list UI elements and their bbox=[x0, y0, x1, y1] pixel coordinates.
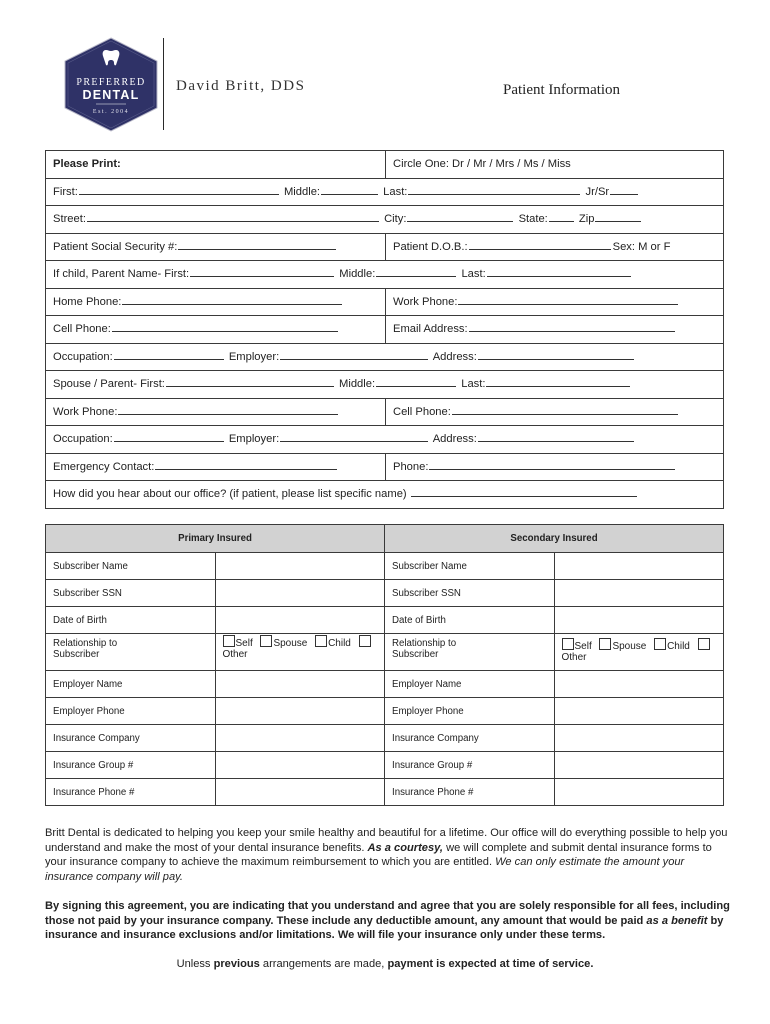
table-row bbox=[46, 426, 724, 454]
table-row bbox=[46, 779, 724, 806]
primary-employer-phone-input[interactable] bbox=[215, 698, 385, 725]
subscriber-ssn-label: Subscriber SSN bbox=[385, 580, 555, 607]
primary-insurance-phone-input[interactable] bbox=[215, 779, 385, 806]
table-row bbox=[46, 580, 724, 607]
table-row bbox=[46, 371, 724, 399]
email-field[interactable]: Email Address: bbox=[386, 316, 724, 344]
table-row bbox=[46, 453, 724, 481]
table-row bbox=[46, 671, 724, 698]
table-row bbox=[46, 261, 724, 289]
secondary-employer-phone-input[interactable] bbox=[554, 698, 724, 725]
secondary-insurance-company-input[interactable] bbox=[554, 725, 724, 752]
table-row bbox=[46, 233, 724, 261]
secondary-insured-header: Secondary Insured bbox=[385, 525, 724, 553]
address-row[interactable]: Street: City: State: Zip bbox=[46, 206, 724, 234]
payment-terms-line: Unless previous arrangements are made, payment is expected at time of service. bbox=[176, 958, 594, 970]
work-phone-field[interactable]: Work Phone: bbox=[386, 288, 724, 316]
table-row bbox=[46, 553, 724, 580]
svg-text:PREFERRED: PREFERRED bbox=[76, 77, 146, 88]
employer-phone-label: Employer Phone bbox=[46, 698, 216, 725]
subscriber-name-label: Subscriber Name bbox=[46, 553, 216, 580]
insurance-company-label: Insurance Company bbox=[385, 725, 555, 752]
child-checkbox[interactable] bbox=[654, 638, 666, 650]
svg-text:DENTAL: DENTAL bbox=[82, 88, 140, 102]
header-divider bbox=[163, 38, 164, 130]
insurance-table bbox=[45, 524, 724, 806]
primary-insurance-company-input[interactable] bbox=[215, 725, 385, 752]
self-checkbox[interactable] bbox=[562, 638, 574, 650]
insurance-group-label: Insurance Group # bbox=[46, 752, 216, 779]
table-row bbox=[46, 151, 724, 179]
table-row bbox=[46, 206, 724, 234]
practice-logo bbox=[62, 37, 160, 132]
form-title: Patient Information bbox=[503, 82, 621, 98]
table-row bbox=[46, 398, 724, 426]
referral-row[interactable]: How did you hear about our office? (if patient, please list specific name) bbox=[46, 481, 724, 509]
secondary-subscriber-name-input[interactable] bbox=[554, 553, 724, 580]
primary-relationship-options: Self Spouse Child Other bbox=[215, 634, 385, 671]
subscriber-ssn-label: Subscriber SSN bbox=[46, 580, 216, 607]
title-circle-field[interactable]: Circle One: Dr / Mr / Mrs / Ms / Miss bbox=[386, 151, 724, 179]
primary-subscriber-ssn-input[interactable] bbox=[215, 580, 385, 607]
primary-dob-input[interactable] bbox=[215, 607, 385, 634]
table-row bbox=[46, 288, 724, 316]
employer-name-label: Employer Name bbox=[385, 671, 555, 698]
insurance-group-label: Insurance Group # bbox=[385, 752, 555, 779]
home-phone-field[interactable]: Home Phone: bbox=[46, 288, 386, 316]
spouse-cell-phone-field[interactable]: Cell Phone: bbox=[386, 398, 724, 426]
primary-insurance-group-input[interactable] bbox=[215, 752, 385, 779]
relationship-label: Relationship to Subscriber bbox=[46, 634, 216, 671]
insurance-phone-label: Insurance Phone # bbox=[385, 779, 555, 806]
spouse-checkbox[interactable] bbox=[260, 635, 272, 647]
table-row bbox=[46, 634, 724, 671]
secondary-insurance-group-input[interactable] bbox=[554, 752, 724, 779]
insurance-company-label: Insurance Company bbox=[46, 725, 216, 752]
table-row bbox=[46, 343, 724, 371]
spouse-checkbox[interactable] bbox=[599, 638, 611, 650]
ssn-field[interactable]: Patient Social Security #: bbox=[46, 233, 386, 261]
table-row bbox=[46, 725, 724, 752]
dob-sex-field[interactable]: Patient D.O.B.: Sex: M or F bbox=[386, 233, 724, 261]
secondary-subscriber-ssn-input[interactable] bbox=[554, 580, 724, 607]
insurance-phone-label: Insurance Phone # bbox=[46, 779, 216, 806]
employer-name-label: Employer Name bbox=[46, 671, 216, 698]
emergency-contact-field[interactable]: Emergency Contact: bbox=[46, 453, 386, 481]
spouse-work-phone-field[interactable]: Work Phone: bbox=[46, 398, 386, 426]
primary-employer-name-input[interactable] bbox=[215, 671, 385, 698]
emergency-phone-field[interactable]: Phone: bbox=[386, 453, 724, 481]
primary-subscriber-name-input[interactable] bbox=[215, 553, 385, 580]
employer-phone-label: Employer Phone bbox=[385, 698, 555, 725]
insurance-disclaimer-paragraph: Britt Dental is dedicated to helping you keep your smile healthy and beautiful for a lifetime. Our office will do everything possible to help you understand and make the most of your dental insurance benefits. As a courtesy, we will complete and submit dental insurance forms to your insurance company to achieve the maximum reimbursement to which you are entitled. We can only estimate the amount your insurance company will pay. bbox=[45, 827, 728, 883]
spouse-occupation-row[interactable]: Occupation: Employer: Address: bbox=[46, 426, 724, 454]
svg-text:Est. 2004: Est. 2004 bbox=[92, 109, 130, 115]
table-row bbox=[46, 481, 724, 509]
secondary-insurance-phone-input[interactable] bbox=[554, 779, 724, 806]
patient-info-table bbox=[45, 150, 724, 509]
table-row bbox=[46, 316, 724, 344]
dob-label: Date of Birth bbox=[385, 607, 555, 634]
name-row[interactable]: First: Middle: Last: Jr/Sr bbox=[46, 178, 724, 206]
spouse-name-row[interactable]: Spouse / Parent- First: Middle: Last: bbox=[46, 371, 724, 399]
other-checkbox[interactable] bbox=[359, 635, 371, 647]
table-row bbox=[46, 698, 724, 725]
cell-phone-field[interactable]: Cell Phone: bbox=[46, 316, 386, 344]
other-checkbox[interactable] bbox=[698, 638, 710, 650]
secondary-employer-name-input[interactable] bbox=[554, 671, 724, 698]
table-row bbox=[46, 525, 724, 553]
doctor-name: David Britt, DDS bbox=[176, 78, 306, 94]
relationship-label: Relationship to Subscriber bbox=[385, 634, 555, 671]
financial-agreement-paragraph: By signing this agreement, you are indicating that you understand and agree that you are solely responsible for all fees, including those not paid by your insurance company. These include any deductible amount, any amount that would be paid as a benefit by insurance and insurance exclusions and/or limitations. We will file your insurance only under these terms. bbox=[45, 900, 730, 942]
primary-insured-header: Primary Insured bbox=[46, 525, 385, 553]
child-checkbox[interactable] bbox=[315, 635, 327, 647]
table-row bbox=[46, 607, 724, 634]
secondary-relationship-options: Self Spouse Child Other bbox=[554, 634, 724, 671]
subscriber-name-label: Subscriber Name bbox=[385, 553, 555, 580]
occupation-row[interactable]: Occupation: Employer: Address: bbox=[46, 343, 724, 371]
self-checkbox[interactable] bbox=[223, 635, 235, 647]
table-row bbox=[46, 752, 724, 779]
dob-label: Date of Birth bbox=[46, 607, 216, 634]
please-print-label: Please Print: bbox=[46, 151, 386, 179]
table-row bbox=[46, 178, 724, 206]
secondary-dob-input[interactable] bbox=[554, 607, 724, 634]
parent-name-row[interactable]: If child, Parent Name- First: Middle: Last: bbox=[46, 261, 724, 289]
